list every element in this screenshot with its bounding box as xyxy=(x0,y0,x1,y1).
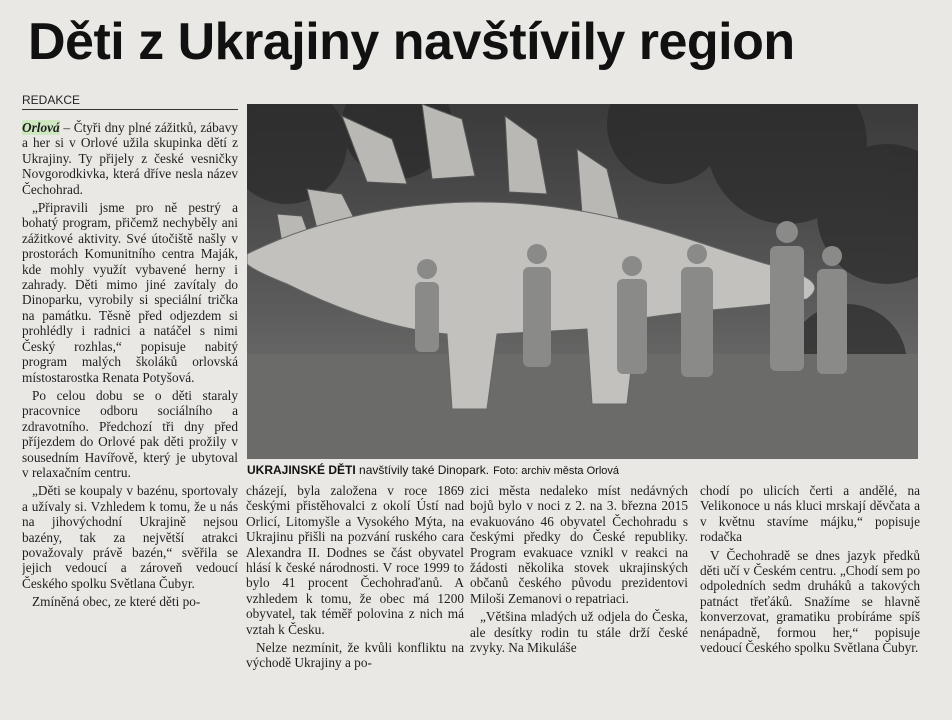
paragraph: V Čechohradě se dnes jazyk předků děti učí v Českém centru. „Chodí sem po odpoledních sedm druháků a takových patnáct třeťáků. Snažíme se hlavně konverzovat, gramatiku probíráme spíš nenápadně, formou her,“ popisuje vedoucí Českého spolku Světlana Čubyr. xyxy=(700,547,920,656)
byline: REDAKCE xyxy=(22,93,238,110)
paragraph: cházejí, byla založena v roce 1869 českými přistěhovalci z okolí Ústí nad Orlicí, Litomyšle a Vysokého Mýta, na Ukrajinu přišli na pozvání ruského cara Alexandra II. Dodnes se část obyvatel hlásí k české národnosti. V roce 1999 to bylo 41 procent Čechohraďanů. A vzhledem k tomu, že obec má 1200 obyvatel, tak téměř polovina z nich má vztah k Česku. xyxy=(246,483,464,637)
paragraph: zici města nedaleko míst nedávných bojů bylo v noci z 2. na 3. března 2015 evakuováno 46 obyvatel Čechohradu s českými předky do České republiky. Program evakuace vznikl v reakci na žádosti několika stovek ukrajinských občanů českého původu prezidentovi Miloši Zemanovi o repatriaci. xyxy=(470,483,688,606)
lead-text: – Čtyři dny plné zážitků, zábavy a her si v Orlové užila skupinka dětí z Ukrajiny. Ty přijely z české vesničky Novgorodkivka, která dříve nesla název Čechohrad. xyxy=(22,120,238,197)
caption-text: navštívily také Dinopark. xyxy=(355,463,490,477)
article-column-1 xyxy=(22,120,238,720)
article-headline: Děti z Ukrajiny navštívily region xyxy=(28,13,795,71)
caption-bold: UKRAJINSKÉ DĚTI xyxy=(247,463,356,477)
article-column-4 xyxy=(700,483,920,720)
paragraph: „Děti se koupaly v bazénu, sportovaly a užívaly si. Vzhledem k tomu, že u nás na jihovýchodní Ukrajině nejsou bazény, tak za největší atrakci považovaly právě bazén,“ svěřila se jejich vedoucí a zároveň vedoucí Českého spolku Světlana Čubyr. xyxy=(22,483,238,591)
article-photo xyxy=(247,104,918,459)
article-column-2 xyxy=(246,483,464,720)
paragraph: Po celou dobu se o děti staraly pracovnice odboru sociálního a zdravotního. Předchozí tři dny před příjezdem do Orlové pak děti prožily v sousedním Havířově, který je ubytoval v relaxačním centru. xyxy=(22,387,238,480)
dinopark-photo-illustration xyxy=(247,104,918,459)
article-column-3 xyxy=(470,483,688,720)
paragraph: Zmíněná obec, ze které děti po- xyxy=(32,594,201,610)
paragraph: Nelze nezmínit, že kvůli konfliktu na východě Ukrajiny a po- xyxy=(246,640,464,671)
photo-caption xyxy=(247,463,918,477)
paragraph: „Připravili jsme pro ně pestrý a bohatý program, přičemž nechyběly ani zážitkové aktivity. Své útočiště našly v prostorách Komunitního centra Maják, kde mohly využít vybavené herny i zahrady. Děti mimo jiné zavítaly do Dinoparku, vyrobily si speciální trička na památku. Těsně před odjezdem si prohlédly i radnici a natáčel s nimi Český rozhlas,“ popisuje nabitý program malých školáků orlovská místostarostka Renata Potyšová. xyxy=(22,200,238,385)
lead-paragraph xyxy=(22,120,238,197)
photo-credit: Foto: archiv města Orlová xyxy=(493,465,620,477)
dateline-place: Orlová xyxy=(22,120,60,135)
paragraph: chodí po ulicích čerti a andělé, na Velikonoce u nás kluci mrskají děvčata a v květnu stavíme májku,“ popisuje rodačka xyxy=(700,483,920,545)
paragraph: „Většina mladých už odjela do Česka, ale desítky rodin tu stále drží české zvyky. Na Mikuláše xyxy=(470,609,688,656)
